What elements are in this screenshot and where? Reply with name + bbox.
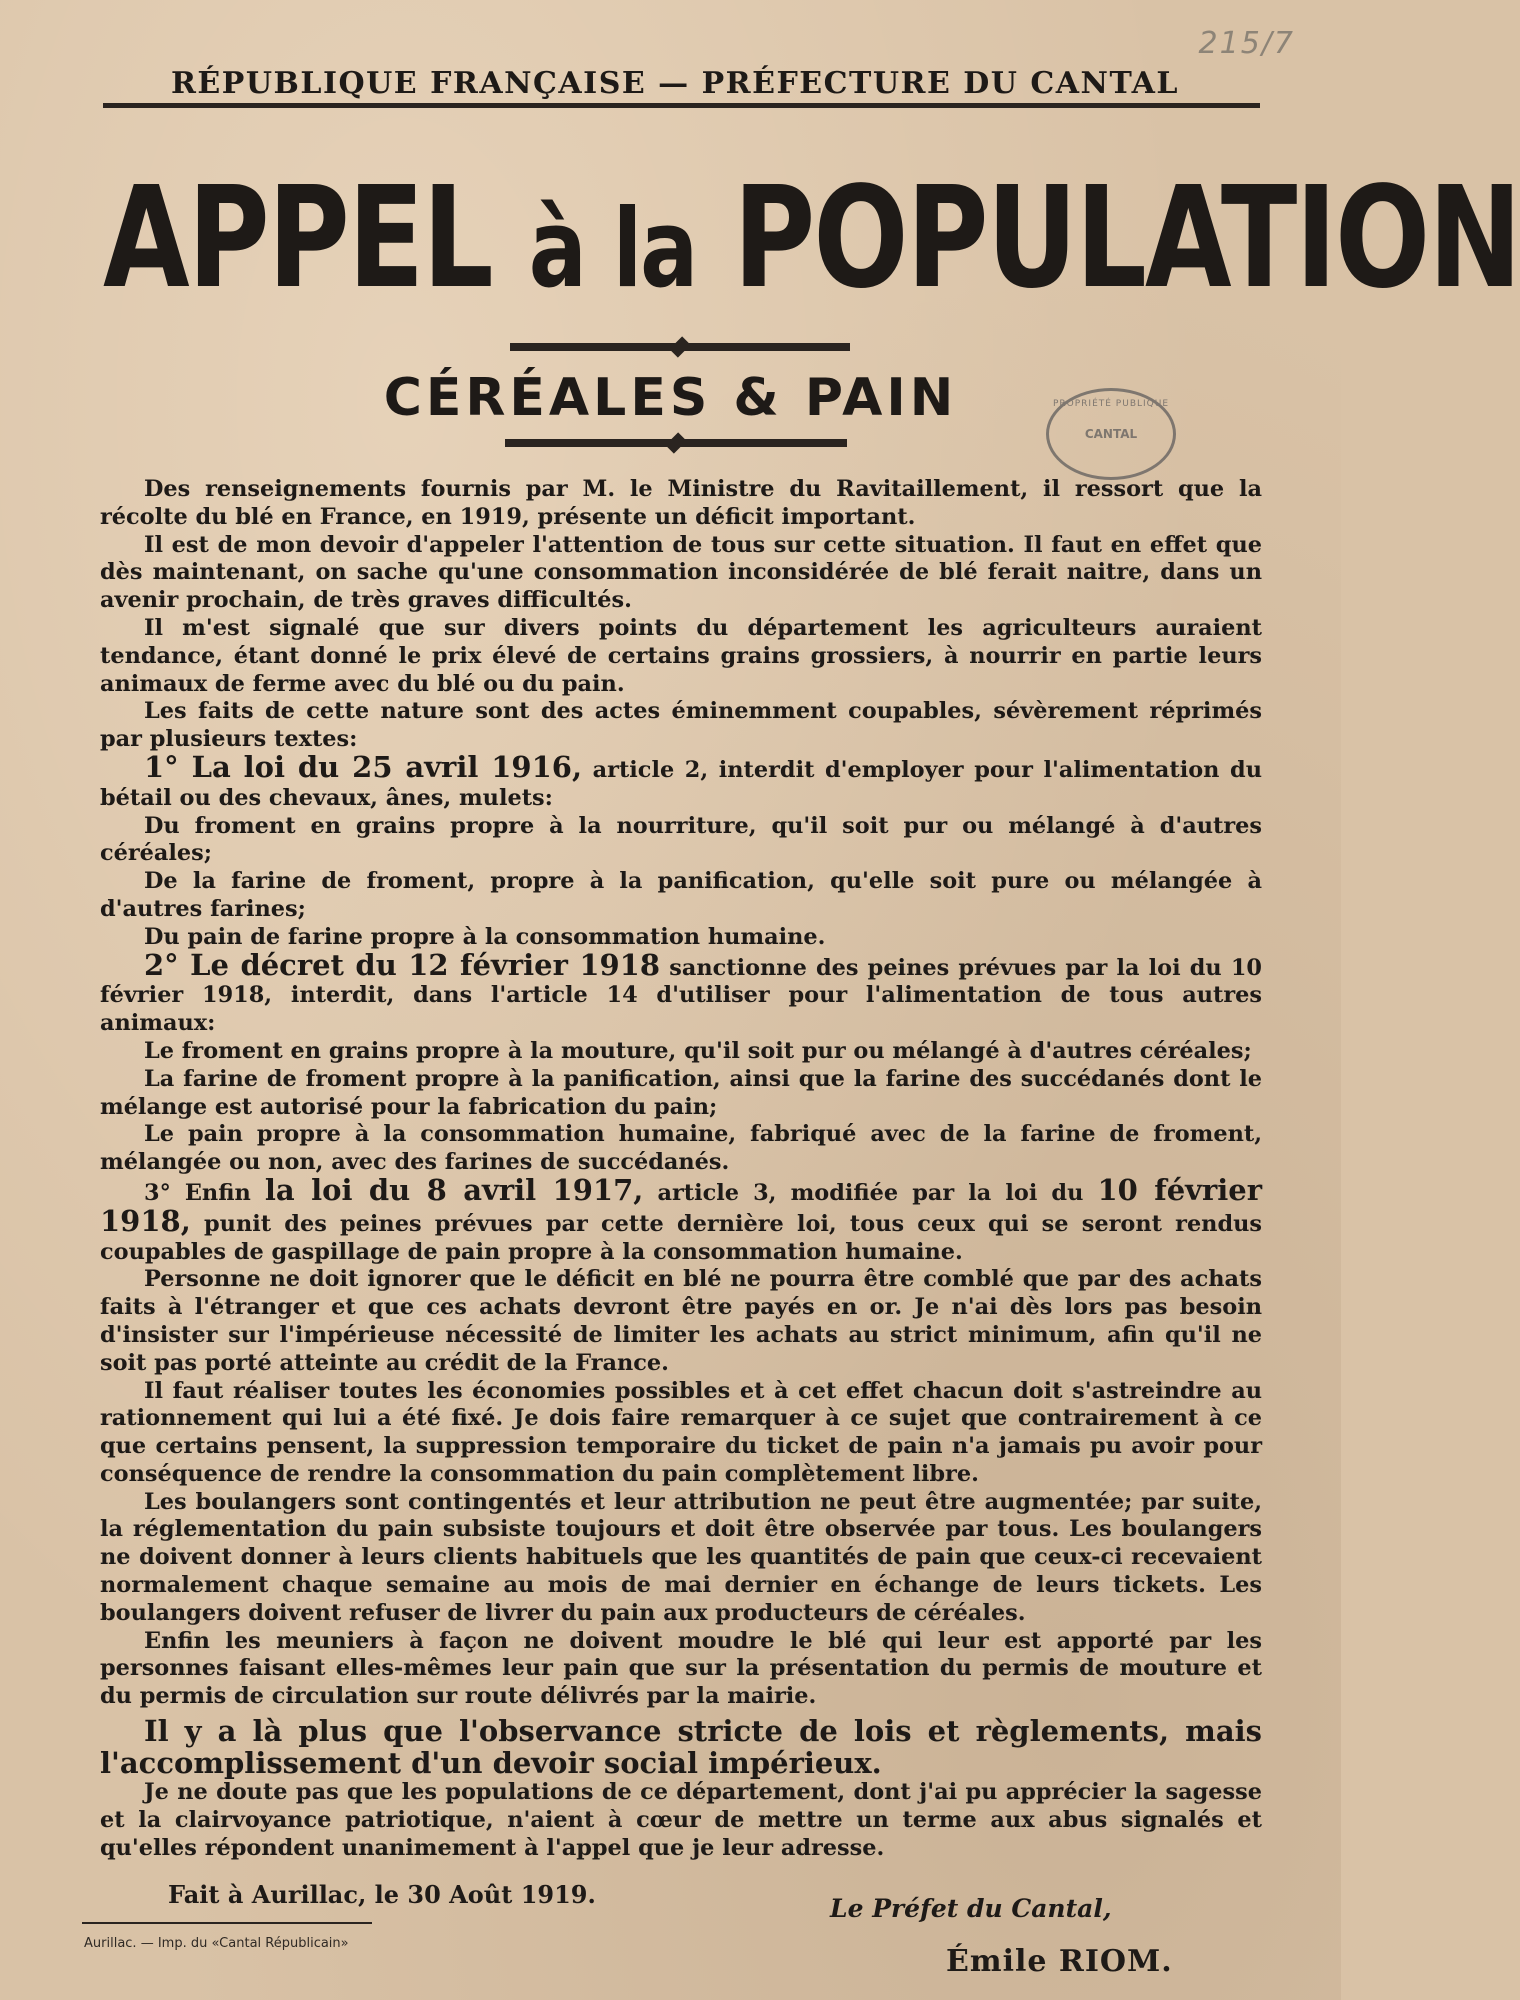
printer-imprint: Aurillac. — Imp. du «Cantal Républicain»	[84, 1936, 349, 1951]
stamp-center-text: CANTAL	[1084, 427, 1138, 441]
law-1-text: article 2, interdit d'employer pour l'alimentation du bétail ou des chevaux, ânes, mulets:	[100, 756, 1262, 811]
header-republique: RÉPUBLIQUE FRANÇAISE — PRÉFECTURE DU CANTAL	[170, 66, 1180, 101]
signature-title: Le Préfet du Cantal,	[830, 1894, 1112, 1923]
law-1-item-a: Du froment en grains propre à la nourriture, qu'il soit pur ou mélangé à d'autres céréales;	[100, 812, 1262, 867]
law-3-mid: article 3, modifiée par la loi du	[657, 1179, 1084, 1206]
law-1-item-b: De la farine de froment, propre à la panification, qu'elle soit pure ou mélangée à d'autres farines;	[100, 868, 1262, 922]
title-a-la: à la	[528, 187, 697, 313]
law-2-item-b: La farine de froment propre à la panification, ainsi que la farine des succédanés dont le mélange est autorisé pour la fabrication du pain;	[100, 1065, 1262, 1120]
date-line: Fait à Aurillac, le 30 Août 1919.	[168, 1880, 596, 1909]
paragraph-4: Les faits de cette nature sont des actes éminemment coupables, sévèrement réprimés par plusieurs textes:	[100, 698, 1262, 753]
law-1-item-c: Du pain de farine propre à la consommation humaine.	[144, 923, 826, 950]
subtitle: CÉRÉALES & PAIN	[383, 368, 958, 428]
law-1-heading: 1° La loi du 25 avril 1916,	[144, 749, 583, 784]
paragraph-6: Il faut réaliser toutes les économies possibles et à cet effet chacun doit s'astreindre au rationnement qui lui a été fixé. Je dois faire remarquer à ce sujet que contrairement à ce que certains pensent, la suppression temporaire du ticket de pain n'a jamais pu avoir pour conséquence de rendre la consommation du pain complètement libre.	[100, 1377, 1262, 1487]
law-3-heading: la loi du 8 avril 1917,	[264, 1172, 644, 1207]
title-appel: APPEL	[103, 157, 492, 320]
ornament-bottom	[505, 439, 847, 447]
title-population: POPULATION	[733, 157, 1520, 320]
law-1	[100, 749, 1262, 813]
imprint-rule	[82, 1922, 372, 1924]
poster-body	[100, 476, 1262, 1862]
stamp-ring-text: PROPRIÉTÉ PUBLIQUE	[1052, 399, 1170, 409]
law-2-text: sanctionne des peines prévues par la loi du 10 février 1918, interdit, dans l'article 14 d'utiliser pour l'alimentation de tous autres animaux:	[100, 954, 1263, 1037]
archive-stamp	[1046, 388, 1176, 480]
law-3-prefix: 3° Enfin	[144, 1179, 251, 1206]
paragraph-10: Je ne doute pas que les populations de ce département, dont j'ai pu apprécier la sagesse et la clairvoyance patriotique, n'aient à cœur de mettre un terme aux abus signalés et qu'elles répondent unanimement à l'appel que je leur adresse.	[100, 1779, 1262, 1861]
poster-title	[103, 126, 1520, 362]
paragraph-3: Il m'est signalé que sur divers points du département les agriculteurs auraient tendance, étant donné le prix élevé de certains grains grossiers, à nourrir en partie leurs animaux de ferme avec du blé ou du pain.	[100, 614, 1262, 697]
header-rule	[103, 103, 1260, 108]
paragraph-7: Les boulangers sont contingentés et leur attribution ne peut être augmentée; par suite, la réglementation du pain subsiste toujours et doit être observée par tous. Les boulangers ne doivent donner à leurs clients habituels que les quantités de pain que ceux-ci recevaient normalement chaque semaine au mois de mai dernier en échange de leurs tickets. Les boulangers doivent refuser de livrer du pain aux producteurs de céréales.	[100, 1488, 1262, 1626]
law-2-item-a: Le froment en grains propre à la mouture, qu'il soit pur ou mélangé à d'autres céréales;	[144, 1037, 1252, 1064]
law-3-date: 10 février 1918,	[100, 1172, 1263, 1238]
paragraph-8: Enfin les meuniers à façon ne doivent moudre le blé qui leur est apporté par les personnes faisant elles-mêmes leur pain que sur la présentation du permis de mouture et du permis de circulation sur route délivrés par la mairie.	[100, 1627, 1262, 1710]
paragraph-5: Personne ne doit ignorer que le déficit en blé ne pourra être comblé que par des achats faits à l'étranger et que ces achats devront être payés en or. Je n'ai dès lors pas besoin d'insister sur l'impérieuse nécessité de limiter les achats au strict minimum, afin qu'il ne soit pas porté atteinte au crédit de la France.	[100, 1266, 1262, 1376]
paragraph-9-emphasis: Il y a là plus que l'observance stricte de lois et règlements, mais l'accomplissement d'un devoir social impérieux.	[100, 1714, 1262, 1781]
law-2	[100, 947, 1263, 1038]
law-3-text: punit des peines prévues par cette dernière loi, tous ceux qui se seront rendus coupables de gaspillage de pain propre à la consommation humaine.	[100, 1210, 1263, 1265]
archive-annotation: 215/7	[1198, 26, 1295, 61]
law-2-item-c: Le pain propre à la consommation humaine, fabriqué avec de la farine de froment, mélangée ou non, avec des farines de succédanés.	[100, 1121, 1262, 1176]
paragraph-1: Des renseignements fournis par M. le Ministre du Ravitaillement, il ressort que la récolte du blé en France, en 1919, présente un déficit important.	[100, 476, 1262, 530]
signature-name: Émile RIOM.	[946, 1944, 1173, 1979]
paragraph-2: Il est de mon devoir d'appeler l'attention de tous sur cette situation. Il faut en effet que dès maintenant, on sache qu'une consommation inconsidérée de blé ferait naitre, dans un avenir prochain, de très graves difficultés.	[100, 531, 1262, 614]
ornament-top	[510, 343, 850, 351]
law-3	[100, 1172, 1263, 1266]
law-2-heading: 2° Le décret du 12 février 1918	[144, 947, 661, 982]
